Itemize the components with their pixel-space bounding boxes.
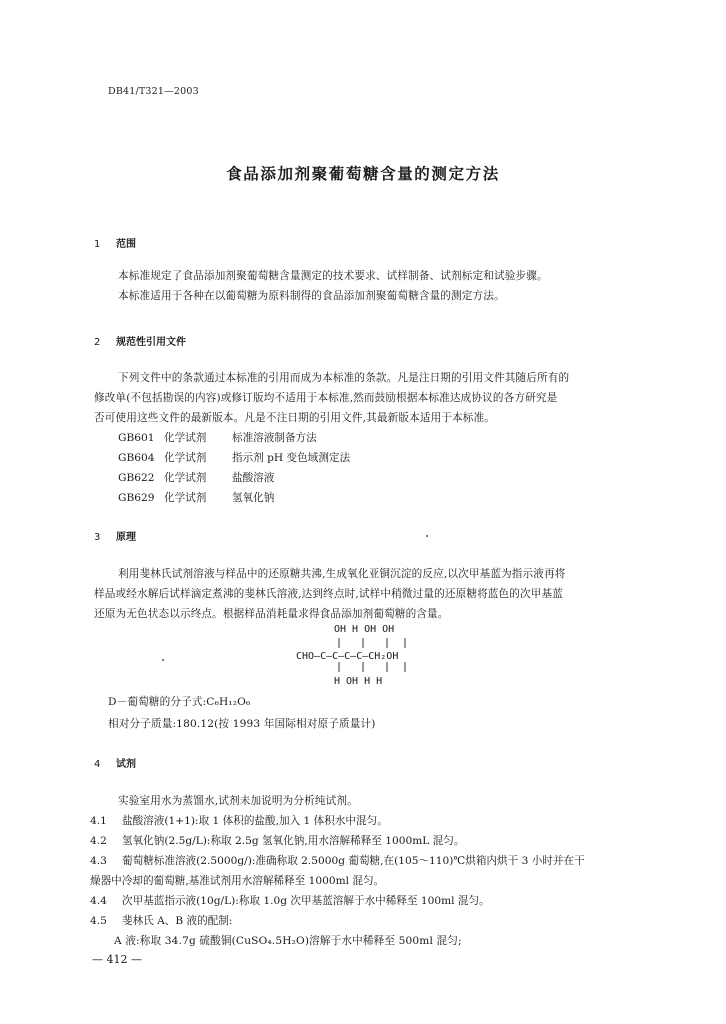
- item-number: 4.2: [90, 835, 107, 847]
- paragraph: 本标准规定了食品添加剂聚葡萄糖含量测定的技术要求、试样制备、试剂标定和试验步骤。: [118, 270, 548, 282]
- formula-main-chain: CHO—C—C—C—C—CH₂OH: [296, 651, 399, 662]
- item-number: 4.4: [90, 895, 107, 907]
- item-text: 氢氧化钠(2.5g/L):称取 2.5g 氢氧化钠,用水溶解稀释至 1000mL 混匀。: [122, 835, 465, 847]
- ref-name: 指示剂 pH 变色域测定法: [232, 452, 351, 464]
- page-number: — 412 —: [92, 953, 142, 966]
- molecular-weight: 相对分子质量:180.12(按 1993 年国际相对原子质量计): [108, 718, 376, 730]
- scan-speck: [426, 535, 428, 537]
- item-text: 燥器中冷却的葡萄糖,基准试剂用水溶解稀释至 1000ml 混匀。: [90, 875, 385, 887]
- ref-category: 化学试剂: [164, 472, 207, 484]
- section-number: 3: [94, 532, 101, 543]
- paragraph-line: 利用斐林氏试剂溶液与样品中的还原糖共沸,生成氧化亚铜沉淀的反应,以次甲基蓝为指示液再将: [118, 568, 566, 580]
- section-3-heading: [94, 528, 136, 543]
- item-number: 4.5: [90, 915, 107, 927]
- item-text: 次甲基蓝指示液(10g/L):称取 1.0g 次甲基蓝溶解于水中稀释至 100ml 混匀。: [122, 895, 490, 907]
- ref-code: GB601: [118, 432, 155, 444]
- ref-name: 标准溶液制备方法: [232, 432, 317, 444]
- item-text: 葡萄糖标准溶液(2.5000g/):准确称取 2.5000g 葡萄糖,在(105～110)℃烘箱内烘干 3 小时并在干: [122, 855, 585, 867]
- ref-category: 化学试剂: [164, 432, 207, 444]
- item-text: 斐林氏 A、B 液的配制:: [122, 915, 233, 927]
- ref-name: 氢氧化钠: [232, 492, 275, 504]
- paragraph-line: 还原为无色状态以示终点。根据样品消耗量求得食品添加剂葡萄糖的含量。: [94, 608, 449, 620]
- reference-item: [118, 430, 317, 445]
- a-liquid-preparation: A 液:称取 34.7g 硫酸铜(CuSO₄.5H₂O)溶解于水中稀释至 500ml 混匀;: [114, 935, 462, 947]
- reagent-item-continuation: [90, 873, 384, 888]
- document-title: 食品添加剂聚葡萄糖含量的测定方法: [226, 165, 500, 183]
- section-number: 2: [94, 337, 101, 348]
- paragraph: 本标准适用于各种在以葡萄糖为原料制得的食品添加剂聚葡萄糖含量的测定方法。: [118, 290, 505, 302]
- item-number: 4.1: [90, 815, 107, 827]
- scan-speck: [162, 659, 164, 661]
- reagent-item: [90, 913, 233, 928]
- section-2-heading: [94, 333, 186, 348]
- section-1-heading: [94, 235, 136, 250]
- paragraph: 实验室用水为蒸馏水,试剂未加说明为分析纯试剂。: [118, 795, 358, 807]
- standard-code: DB41/T321—2003: [108, 86, 199, 97]
- ref-code: GB629: [118, 492, 155, 504]
- paragraph-line: 下列文件中的条款通过本标准的引用而成为本标准的条款。凡是注日期的引用文件其随后所有的: [118, 372, 570, 384]
- ref-code: GB622: [118, 472, 155, 484]
- reagent-item: [90, 853, 585, 868]
- section-4-heading: [94, 755, 136, 770]
- molecular-formula: D－葡萄糖的分子式:C₆H₁₂O₆: [108, 696, 251, 708]
- reagent-item: [90, 833, 464, 848]
- section-title: 原理: [116, 532, 136, 543]
- reference-item: [118, 470, 274, 485]
- reagent-item: [90, 893, 490, 908]
- section-title: 规范性引用文件: [116, 337, 186, 348]
- ref-category: 化学试剂: [164, 452, 207, 464]
- reference-item: [118, 490, 274, 505]
- section-title: 范围: [116, 239, 136, 250]
- formula-bottom-substituents: H OH H H: [334, 676, 383, 687]
- paragraph-line: 样品或经水解后试样滴定煮沸的斐林氏溶液,达到终点时,试样中稍微过量的还原糖将蓝色的次甲基蓝: [94, 588, 564, 600]
- formula-top-substituents: OH H OH OH: [334, 624, 395, 635]
- paragraph-line: 否可使用这些文件的最新版本。凡是不注日期的引用文件,其最新版本适用于本标准。: [94, 412, 496, 424]
- reference-item: [118, 450, 350, 465]
- paragraph-line: 修改单(不包括勘误的内容)或修订版均不适用于本标准,然而鼓励根据本标准达成协议的各方研究是: [94, 392, 558, 404]
- section-number: 4: [94, 759, 101, 770]
- reagent-item: [90, 813, 388, 828]
- ref-code: GB604: [118, 452, 155, 464]
- item-number: 4.3: [90, 855, 107, 867]
- ref-name: 盐酸溶液: [232, 472, 275, 484]
- section-number: 1: [94, 239, 101, 250]
- ref-category: 化学试剂: [164, 492, 207, 504]
- item-text: 盐酸溶液(1+1):取 1 体积的盐酸,加入 1 体积水中混匀。: [122, 815, 388, 827]
- section-title: 试剂: [116, 759, 136, 770]
